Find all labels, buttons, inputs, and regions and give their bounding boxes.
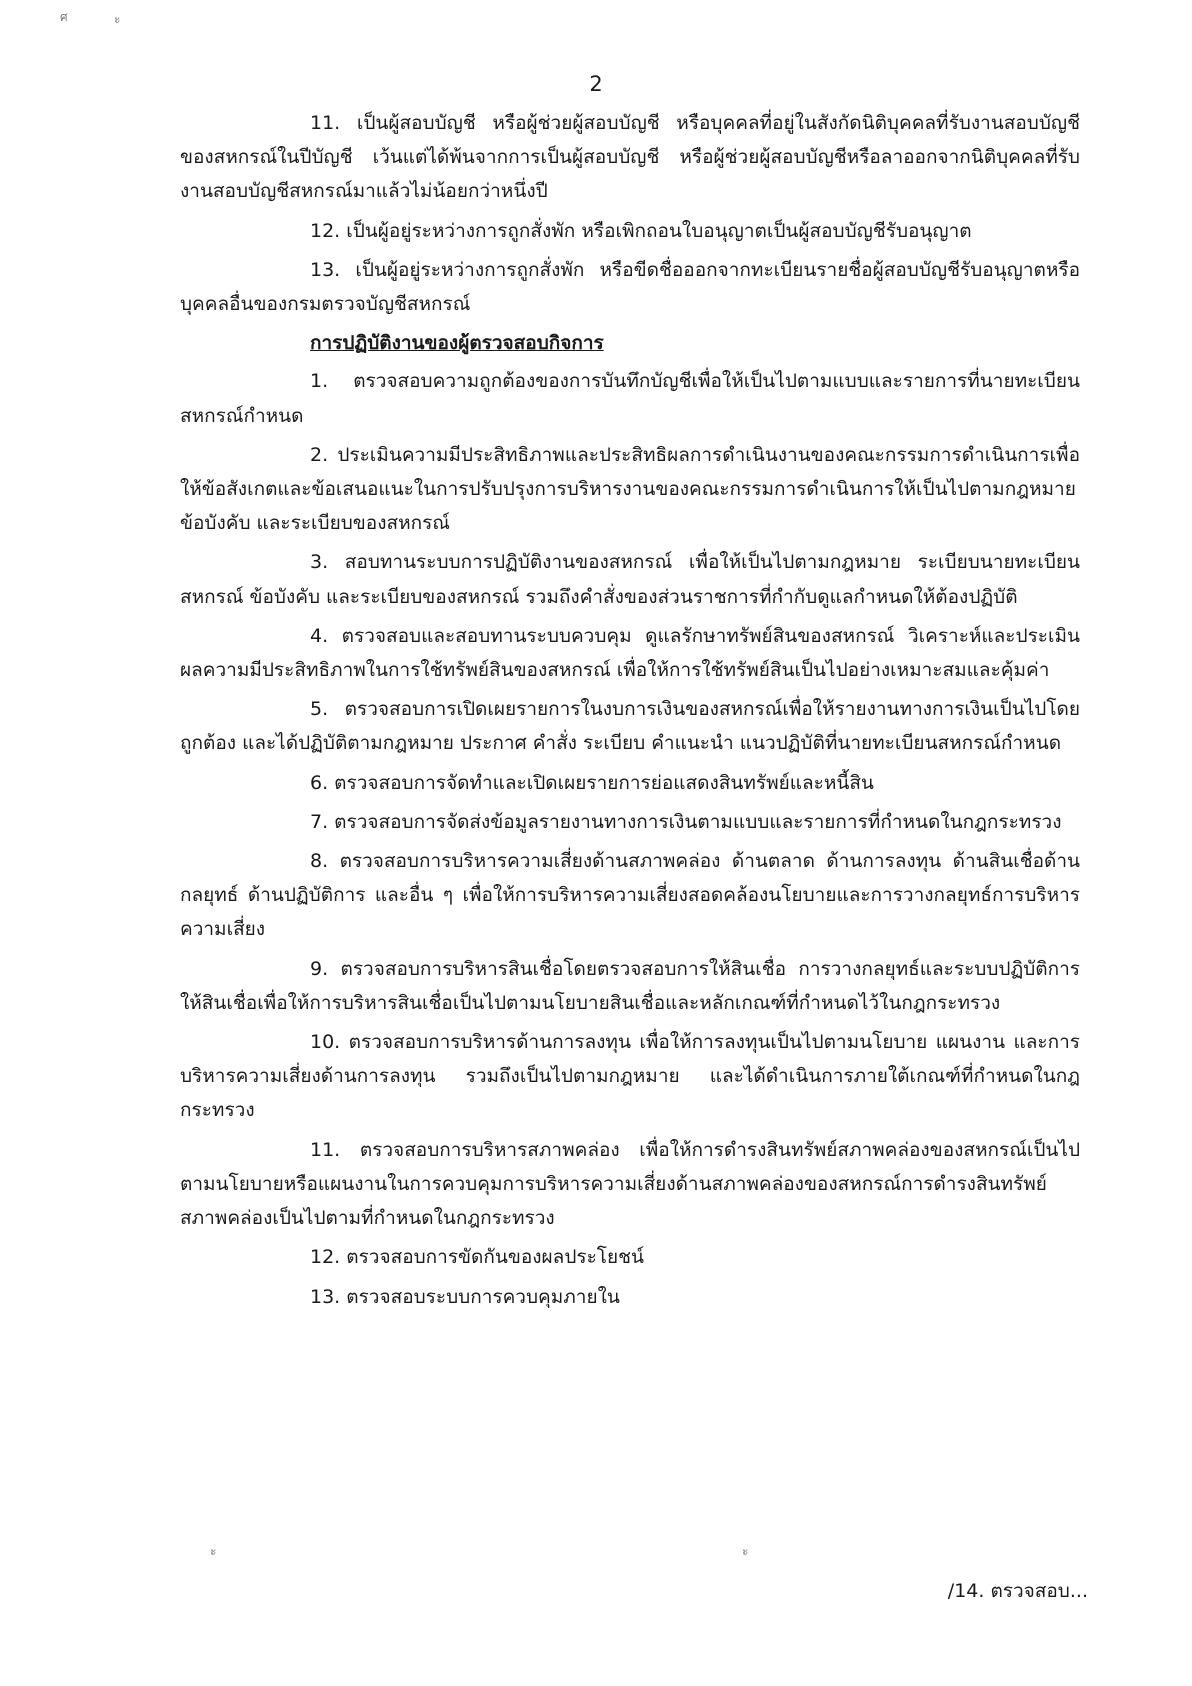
duty-item: 3. สอบทานระบบการปฏิบัติงานของสหกรณ์ เพื่อให้เป็นไปตามกฎหมาย ระเบียบนายทะเบียนสหกรณ์ ข้อบังคับ และระเบียบของสหกรณ์ รวมถึงคำสั่งของส่วนราชการที่กำกับดูแลกำหนดให้ต้องปฏิบัติ — [180, 551, 1080, 608]
paragraph: 13. เป็นผู้อยู่ระหว่างการถูกสั่งพัก หรือขีดชื่อออกจากทะเบียนรายชื่อผู้สอบบัญชีรับอนุญาตหรือบุคคลอื่นของกรมตรวจบัญชีสหกรณ์ — [180, 258, 1080, 316]
continuation-marker: /14. ตรวจสอบ... — [947, 1580, 1088, 1602]
section-heading: การปฏิบัติงานของผู้ตรวจสอบกิจการ — [310, 332, 604, 355]
corner-mark: ะ — [114, 12, 121, 26]
paragraph: 11. เป็นผู้สอบบัญชี หรือผู้ช่วยผู้สอบบัญชี หรือบุคคลที่อยู่ในสังกัดนิติบุคคลที่รับงานสอบบัญชีของสหกรณ์ในปีบัญชี เว้นแต่ได้พ้นจากการเป็นผู้สอบบัญชี หรือผู้ช่วยผู้สอบบัญชีหรือลาออกจากนิติบุคคลที่รับงานสอบบัญชีสหกรณ์มาแล้วไม่น้อยกว่าหนึ่งปี — [180, 112, 1080, 203]
page-number: 2 — [589, 72, 603, 96]
bottom-mark: ะ — [210, 1544, 217, 1558]
paragraph: 12. เป็นผู้อยู่ระหว่างการถูกสั่งพัก หรือเพิกถอนใบอนุญาตเป็นผู้สอบบัญชีรับอนุญาต — [310, 219, 972, 242]
duty-item: 2. ประเมินความมีประสิทธิภาพและประสิทธิผลการดำเนินงานของคณะกรรมการดำเนินการเพื่อให้ข้อสังเกตและข้อเสนอแนะในการปรับปรุงการบริหารงานของคณะกรรมการดำเนินการให้เป็นไปตามกฎหมาย ข้อบังคับ และระเบียบของสหกรณ์ — [180, 443, 1080, 535]
duty-item: 1. ตรวจสอบความถูกต้องของการบันทึกบัญชีเพื่อให้เป็นไปตามแบบและรายการที่นายทะเบียนสหกรณ์กำหนด — [180, 370, 1080, 427]
duty-item: 9. ตรวจสอบการบริหารสินเชื่อโดยตรวจสอบการให้สินเชื่อ การวางกลยุทธ์และระบบปฏิบัติการให้สินเชื่อเพื่อให้การบริหารสินเชื่อเป็นไปตามนโยบายสินเชื่อและหลักเกณฑ์ที่กำหนดไว้ในกฎกระทรวง — [180, 957, 1080, 1014]
duty-item: 11. ตรวจสอบการบริหารสภาพคล่อง เพื่อให้การดำรงสินทรัพย์สภาพคล่องของสหกรณ์เป็นไปตามนโยบายหรือแผนงานในการควบคุมการบริหารความเสี่ยงด้านสภาพคล่องของสหกรณ์การดำรงสินทรัพย์สภาพคล่องเป็นไปตามที่กำหนดในกฎกระทรวง — [180, 1138, 1080, 1230]
bottom-mark: ะ — [742, 1544, 749, 1558]
corner-mark: ศ — [60, 10, 68, 24]
duty-item: 5. ตรวจสอบการเปิดเผยรายการในงบการเงินของสหกรณ์เพื่อให้รายงานทางการเงินเป็นไปโดยถูกต้อง และได้ปฏิบัติตามกฎหมาย ประกาศ คำสั่ง ระเบียบ คำแนะนำ แนวปฏิบัติที่นายทะเบียนสหกรณ์กำหนด — [180, 698, 1080, 755]
duty-item: 7. ตรวจสอบการจัดส่งข้อมูลรายงานทางการเงินตามแบบและรายการที่กำหนดในกฎกระทรวง — [310, 810, 1062, 833]
duty-item: 13. ตรวจสอบระบบการควบคุมภายใน — [310, 1285, 620, 1308]
duty-item: 12. ตรวจสอบการขัดกันของผลประโยชน์ — [310, 1246, 645, 1269]
duty-item: 10. ตรวจสอบการบริหารด้านการลงทุน เพื่อให้การลงทุนเป็นไปตามนโยบาย แผนงาน และการบริหารความเสี่ยงด้านการลงทุน รวมถึงเป็นไปตามกฎหมาย และได้ดำเนินการภายใต้เกณฑ์ที่กำหนดในกฎกระทรวง — [180, 1031, 1080, 1122]
duty-item: 6. ตรวจสอบการจัดทำและเปิดเผยรายการย่อแสดงสินทรัพย์และหนี้สิน — [310, 771, 874, 794]
duty-item: 8. ตรวจสอบการบริหารความเสี่ยงด้านสภาพคล่อง ด้านตลาด ด้านการลงทุน ด้านสินเชื่อด้านกลยุทธ์ ด้านปฏิบัติการ และอื่น ๆ เพื่อให้การบริหารความเสี่ยงสอดคล้องนโยบายและการวางกลยุทธ์การบริหารความเสี่ยง — [180, 850, 1080, 941]
document-body — [180, 106, 1080, 1319]
duty-item: 4. ตรวจสอบและสอบทานระบบควบคุม ดูแลรักษาทรัพย์สินของสหกรณ์ วิเคราะห์และประเมินผลความมีประสิทธิภาพในการใช้ทรัพย์สินของสหกรณ์ เพื่อให้การใช้ทรัพย์สินเป็นไปอย่างเหมาะสมและคุ้มค่า — [180, 624, 1080, 682]
